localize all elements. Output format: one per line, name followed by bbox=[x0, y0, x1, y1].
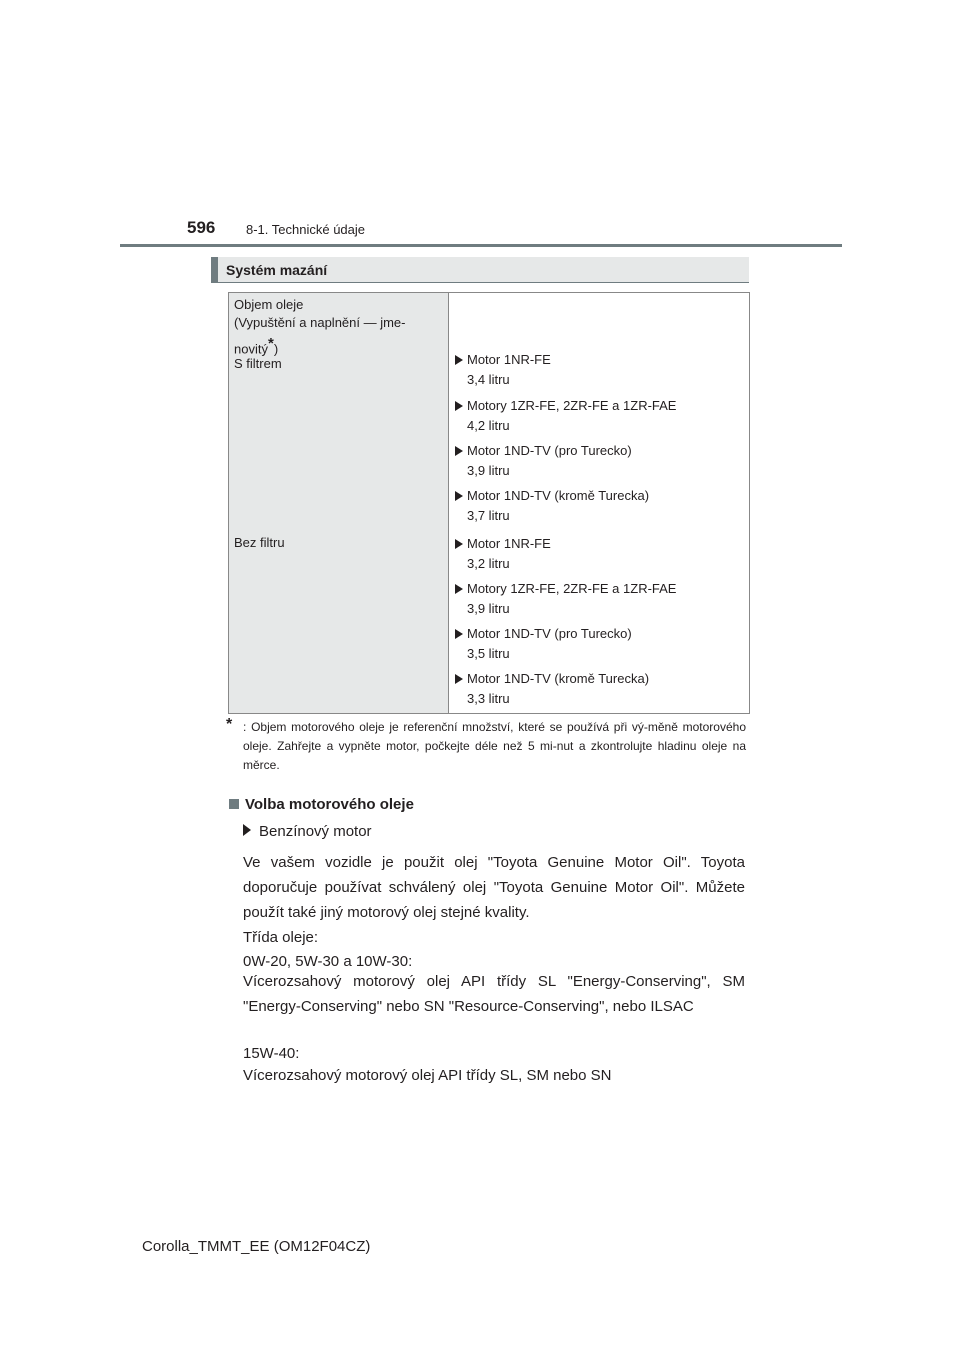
section-bar bbox=[211, 257, 749, 283]
label-star: * bbox=[267, 335, 274, 352]
footnote-star: * bbox=[226, 716, 233, 733]
oil-volume: 3,3 litru bbox=[467, 691, 510, 706]
spec-table bbox=[228, 292, 750, 714]
arrow-bullet-icon bbox=[455, 401, 463, 411]
oil-selection-heading bbox=[229, 796, 414, 813]
oil-volume: 3,9 litru bbox=[467, 463, 510, 478]
oil-grade-2: 15W-40: bbox=[243, 1045, 300, 1062]
arrow-bullet-icon bbox=[455, 584, 463, 594]
arrow-bullet-icon bbox=[455, 539, 463, 549]
arrow-bullet-icon bbox=[455, 629, 463, 639]
label-nominal-text: novitý bbox=[234, 341, 268, 357]
engine-name: Motor 1NR-FE bbox=[467, 536, 551, 551]
engine-name: Motory 1ZR-FE, 2ZR-FE a 1ZR-FAE bbox=[467, 398, 677, 413]
footnote-text: : Objem motorového oleje je referenční množství, které se používá při vý-měně motorového oleje. Zahřejte a vypněte motor, počkejte déle než 5 mi-nut a zkontrolujte hladinu oleje na měrce. bbox=[243, 720, 746, 772]
label-oil-volume: Objem oleje bbox=[234, 297, 304, 312]
page-number: 596 bbox=[187, 218, 216, 237]
label-with-filter: S filtrem bbox=[234, 356, 282, 371]
label-drain-refill: (Vypuštění a naplnění — jme- bbox=[234, 315, 406, 330]
oil-grade-1: 0W-20, 5W-30 a 10W-30: bbox=[243, 953, 413, 970]
oil-grade-label: Třída oleje: bbox=[243, 929, 319, 946]
oil-volume: 3,9 litru bbox=[467, 601, 510, 616]
oil-selection-heading-text: Volba motorového oleje bbox=[245, 796, 414, 813]
engine-name: Motor 1ND-TV (pro Turecko) bbox=[467, 626, 632, 641]
arrow-bullet-icon bbox=[455, 355, 463, 365]
oil-volume: 3,2 litru bbox=[467, 556, 510, 571]
arrow-bullet-icon bbox=[455, 446, 463, 456]
footer-doc-id: Corolla_TMMT_EE (OM12F04CZ) bbox=[142, 1238, 371, 1255]
arrow-bullet-icon bbox=[455, 674, 463, 684]
oil-grade-1-desc: Vícerozsahový motorový olej API třídy SL "Energy-Conserving", SM "Energy-Conserving" nebo SN "Resource-Conserving", nebo ILSAC bbox=[243, 973, 745, 1015]
oil-grade-2-desc: Vícerozsahový motorový olej API třídy SL, SM nebo SN bbox=[243, 1067, 612, 1084]
spec-table-label-column bbox=[229, 293, 449, 713]
footnote bbox=[226, 718, 746, 775]
arrow-bullet-icon bbox=[455, 491, 463, 501]
engine-name: Motor 1NR-FE bbox=[467, 352, 551, 367]
label-close: ) bbox=[273, 341, 279, 357]
petrol-engine-bullet bbox=[243, 823, 372, 840]
oil-volume: 3,4 litru bbox=[467, 372, 510, 387]
square-bullet-icon bbox=[229, 799, 239, 809]
arrow-bullet-icon bbox=[243, 824, 251, 836]
engine-name: Motor 1ND-TV (kromě Turecka) bbox=[467, 488, 650, 503]
oil-volume: 3,7 litru bbox=[467, 508, 510, 523]
petrol-engine-label: Benzínový motor bbox=[259, 823, 372, 840]
oil-volume: 3,5 litru bbox=[467, 646, 510, 661]
oil-volume: 4,2 litru bbox=[467, 418, 510, 433]
header-rule bbox=[120, 244, 842, 247]
engine-name: Motor 1ND-TV (pro Turecko) bbox=[467, 443, 632, 458]
section-bar-title: Systém mazání bbox=[226, 262, 328, 278]
section-title: 8-1. Technické údaje bbox=[246, 222, 366, 237]
oil-intro-paragraph: Ve vašem vozidle je použit olej "Toyota Genuine Motor Oil". Toyota doporučuje používat schválený olej "Toyota Genuine Motor Oil". Můžete použít také jiný motorový olej stejné kvality. bbox=[243, 854, 745, 921]
label-without-filter: Bez filtru bbox=[234, 535, 285, 550]
engine-name: Motor 1ND-TV (kromě Turecka) bbox=[467, 671, 650, 686]
engine-name: Motory 1ZR-FE, 2ZR-FE a 1ZR-FAE bbox=[467, 581, 677, 596]
